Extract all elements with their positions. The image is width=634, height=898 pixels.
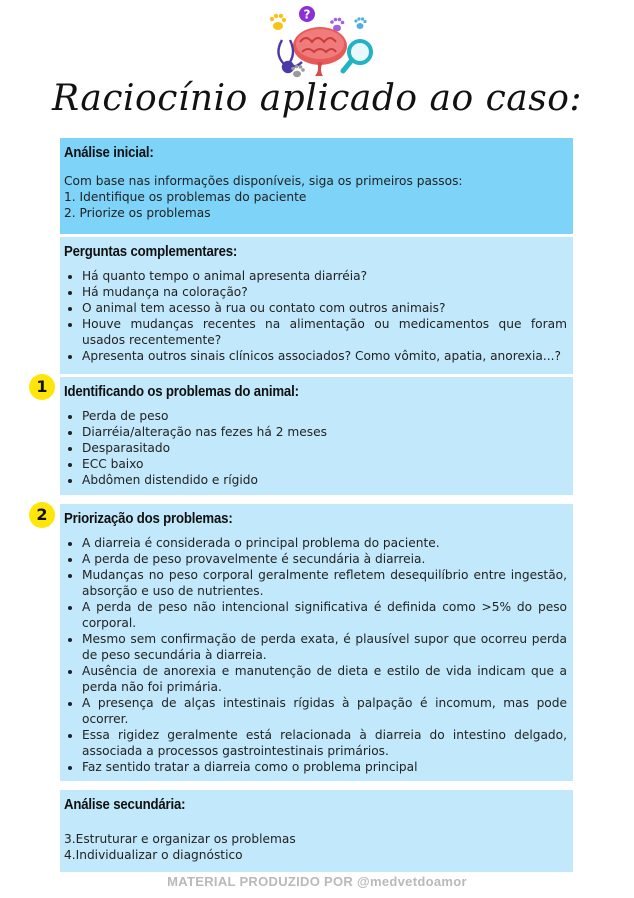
paw-icon	[354, 17, 366, 29]
identification-heading: Identificando os problemas do animal:	[64, 383, 299, 400]
list-item: • Apresenta outros sinais clínicos associados? Como vômito, apatia, anorexia...?	[82, 348, 569, 364]
list-item: • A diarreia é considerada o principal problema do paciente.	[82, 535, 569, 551]
problem-identification-section	[60, 377, 573, 495]
list-item: • O animal tem acesso à rua ou contato com outros animais?	[82, 300, 569, 316]
initial-analysis-heading: Análise inicial:	[64, 144, 154, 161]
list-item: • Perda de peso	[82, 408, 569, 424]
initial-analysis-step: 1. Identifique os problemas do paciente	[64, 190, 307, 204]
secondary-analysis-step: 4.Individualizar o diagnóstico	[64, 848, 243, 862]
svg-text:?: ?	[303, 7, 311, 22]
list-item: • Houve mudanças recentes na alimentação ou medicamentos que foram usados recentemente?	[82, 316, 569, 348]
step-number-badge: 2	[29, 502, 55, 528]
list-item: • Desparasitado	[82, 440, 569, 456]
list-item: • ECC baixo	[82, 456, 569, 472]
problem-prioritization-section	[60, 504, 573, 781]
prioritization-list	[64, 535, 569, 775]
vet-brain-logo	[260, 4, 380, 80]
list-item: • Há mudança na coloração?	[82, 284, 569, 300]
footer-credit: MATERIAL PRODUZIDO POR @medvetdoamor	[167, 874, 467, 889]
secondary-analysis-section	[60, 790, 573, 872]
initial-analysis-intro: Com base nas informações disponíveis, siga os primeiros passos:	[64, 174, 463, 188]
secondary-analysis-heading: Análise secundária:	[64, 796, 186, 813]
complementary-questions-section	[60, 237, 573, 374]
list-item: • A perda de peso não intencional significativa é definida como >5% do peso corporal.	[82, 599, 569, 631]
problems-list	[64, 408, 569, 488]
list-item: • Mudanças no peso corporal geralmente refletem desequilíbrio entre ingestão, absorção e uso de nutrientes.	[82, 567, 569, 599]
paw-icon	[270, 14, 286, 30]
question-mark-icon	[299, 6, 315, 22]
prioritization-heading: Priorização dos problemas:	[64, 510, 233, 527]
initial-analysis-section	[60, 138, 573, 234]
secondary-analysis-step: 3.Estruturar e organizar os problemas	[64, 832, 296, 846]
list-item: • Abdômen distendido e rígido	[82, 472, 569, 488]
list-item: • Essa rigidez geralmente está relacionada à diarreia do intestino delgado, associada a processos gastrointestinais primários.	[82, 727, 569, 759]
initial-analysis-step: 2. Priorize os problemas	[64, 206, 211, 220]
list-item: • Ausência de anorexia e manutenção de dieta e estilo de vida indicam que a perda não foi primária.	[82, 663, 569, 695]
questions-heading: Perguntas complementares:	[64, 243, 238, 260]
magnifier-icon	[343, 41, 371, 71]
page-title: Raciocínio aplicado ao caso:	[51, 78, 583, 119]
questions-list	[64, 268, 569, 364]
list-item: • Há quanto tempo o animal apresenta diarréia?	[82, 268, 569, 284]
list-item: • A perda de peso provavelmente é secundária à diarreia.	[82, 551, 569, 567]
list-item: • Mesmo sem confirmação de perda exata, é plausível supor que ocorreu perda de peso secundária à diarreia.	[82, 631, 569, 663]
list-item: • Faz sentido tratar a diarreia como o problema principal	[82, 759, 569, 775]
step-number-badge: 1	[29, 374, 55, 400]
list-item: • A presença de alças intestinais rígidas à palpação é incomum, mas pode ocorrer.	[82, 695, 569, 727]
list-item: • Diarréia/alteração nas fezes há 2 meses	[82, 424, 569, 440]
